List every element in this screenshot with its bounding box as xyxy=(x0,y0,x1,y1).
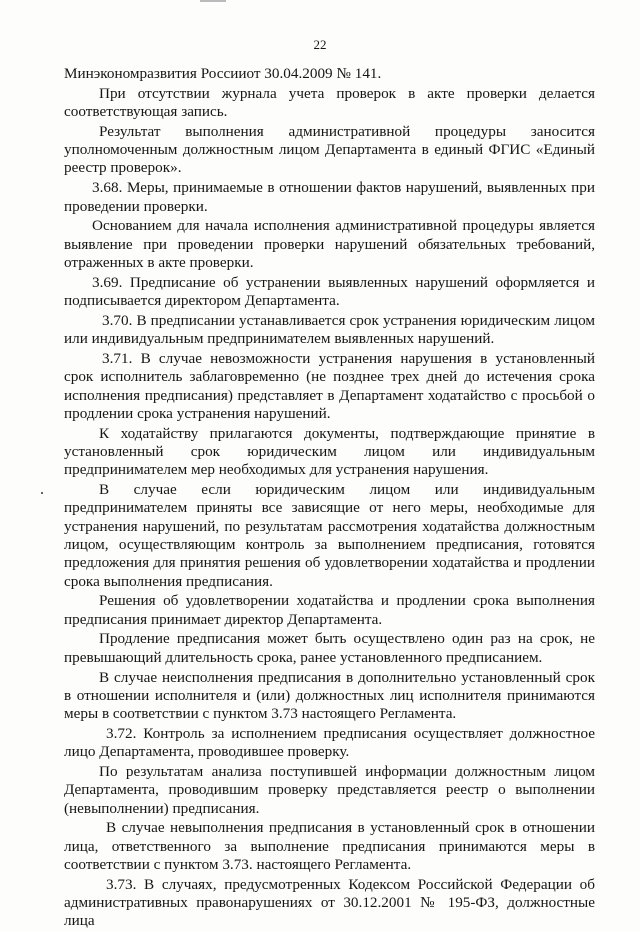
paragraph: Решения об удовлетворении ходатайства и продлении срока выполнения предписания принимает директор Департамента. xyxy=(64,592,595,628)
document-body xyxy=(64,65,595,932)
paragraph: 3.72. Контроль за исполнением предписания осуществляет должностное лицо Департамента, проводившее проверку. xyxy=(64,724,595,761)
paragraph: Продление предписания может быть осуществлено один раз на срок, не превышающий длительность срока, ранее установленного предписанием. xyxy=(64,630,595,666)
paragraph: В случае невыполнения предписания в установленный срок в отношении лица, ответственного за выполнение предписания принимаются меры в соответствии с пунктом 3.73. настоящего Регламента. xyxy=(64,819,595,873)
paragraph: 3.70. В предписании устанавливается срок устранения юридическим лицом или индивидуальным предпринимателем выявленных нарушений. xyxy=(64,311,595,348)
paragraph: По результатам анализа поступившей информации должностным лицом Департамента, проводившим проверку представляется реестр о выполнении (невыполнении) предписания. xyxy=(64,762,595,817)
scan-dot xyxy=(41,492,43,494)
paragraph: 3.68. Меры, принимаемые в отношении фактов нарушений, выявленных при проведении проверки. xyxy=(64,179,595,215)
paragraph: Основанием для начала исполнения административной процедуры является выявление при проведении проверки нарушений обязательных требований, отраженных в акте проверки. xyxy=(64,217,595,271)
paragraph: 3.73. В случаях, предусмотренных Кодексом Российской Федерации об административных правонарушениях от 30.12.2001 № 195-ФЗ, должностные лица xyxy=(64,875,595,930)
paragraph: 3.71. В случае невозможности устранения нарушения в установленный срок исполнитель заблаговременно (не позднее трех дней до истечения срока исполнения предписания) представляет в Департамент ходатайство с просьбой о продлении срока устранения нарушений. xyxy=(64,349,595,422)
scan-artifact xyxy=(200,0,226,2)
paragraph: В случае если юридическим лицом или индивидуальным предпринимателем приняты все зависящие от него меры, необходимые для устранения нарушений, по результатам рассмотрения ходатайства должностным лицом, осуществляющим контроль за выполнением предписания, готовятся предложения для принятия решения об удовлетворении ходатайства и продлении срока выполнения предписания. xyxy=(64,481,595,590)
paragraph: В случае неисполнения предписания в дополнительно установленный срок в отношении исполнителя и (или) должностных лиц исполнителя принимаются меры в соответствии с пунктом 3.73 настоящего Регламента. xyxy=(64,668,595,723)
paragraph: Минэкономразвития Россииот 30.04.2009 № 141. xyxy=(64,65,382,82)
paragraph: При отсутствии журнала учета проверок в акте проверки делается соответствующая запись. xyxy=(64,84,595,121)
paragraph: 3.69. Предписание об устранении выявленных нарушений оформляется и подписывается директором Департамента. xyxy=(64,273,595,310)
page-number: 22 xyxy=(313,37,327,52)
paragraph: Результат выполнения административной процедуры заносится уполномоченным должностным лицом Департамента в единый ФГИС «Единый реестр проверок». xyxy=(64,122,595,177)
paragraph: К ходатайству прилагаются документы, подтверждающие принятие в установленный срок юридическим лицом или индивидуальным предпринимателем мер необходимых для устранения нарушения. xyxy=(64,424,595,479)
